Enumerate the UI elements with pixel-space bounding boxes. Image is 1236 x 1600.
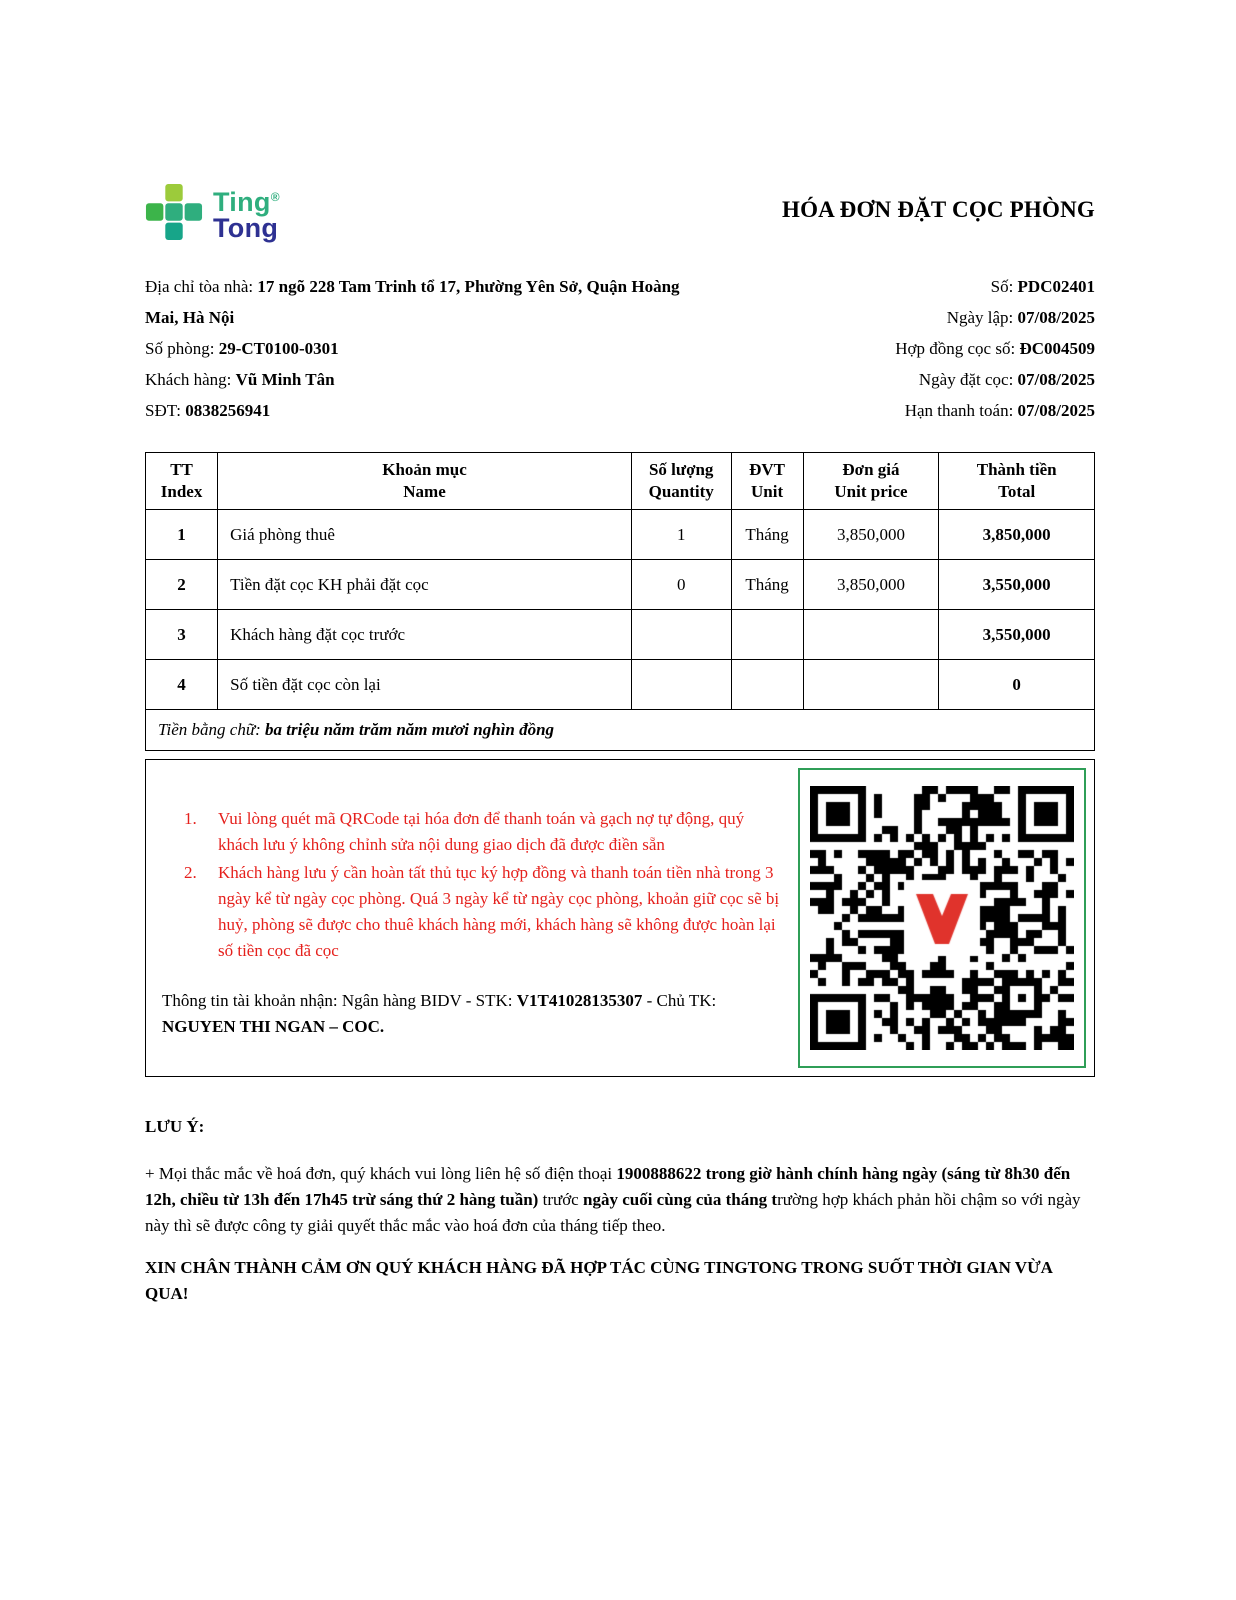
row-unit-price bbox=[803, 660, 939, 710]
note-text: Vui lòng quét mã QRCode tại hóa đơn để thanh toán và gạch nợ tự động, quý khách lưu ý không chỉnh sửa nội dung giao dịch đã được điền sẵn bbox=[218, 809, 745, 854]
row-total: 3,850,000 bbox=[939, 510, 1095, 560]
thanks-paragraph: XIN CHÂN THÀNH CẢM ƠN QUÝ KHÁCH HÀNG ĐÃ HỢP TÁC CÙNG TINGTONG TRONG SUỐT THỜI GIAN VỪA QUA! bbox=[145, 1258, 1052, 1303]
row-index: 1 bbox=[146, 510, 218, 560]
payment-due-label: Hạn thanh toán: bbox=[904, 401, 1018, 420]
payment-qr-code bbox=[798, 768, 1086, 1068]
building-address-label: Địa chỉ tòa nhà: bbox=[145, 277, 258, 296]
note-item bbox=[184, 806, 788, 858]
customer-phone bbox=[145, 395, 690, 426]
col-header-total: Thành tiền Total bbox=[939, 453, 1095, 510]
customer-name-value: Vũ Minh Tân bbox=[235, 370, 335, 389]
col-header-unit: ĐVT Unit bbox=[731, 453, 803, 510]
col-header-unit-price: Đơn giá Unit price bbox=[803, 453, 939, 510]
customer-name bbox=[145, 364, 690, 395]
row-quantity bbox=[631, 610, 731, 660]
footer-notes bbox=[145, 1117, 1095, 1307]
deposit-date-label: Ngày đặt cọc: bbox=[918, 370, 1018, 389]
notes-box bbox=[145, 759, 1095, 1077]
notice-paragraph bbox=[145, 1161, 1095, 1239]
note-number: 1. bbox=[184, 809, 197, 828]
registered-mark: ® bbox=[270, 189, 280, 204]
row-index: 3 bbox=[146, 610, 218, 660]
tingtong-cross-icon bbox=[145, 183, 203, 241]
row-unit-price bbox=[803, 610, 939, 660]
invoice-number bbox=[895, 271, 1095, 302]
amount-in-words-cell bbox=[146, 710, 1095, 751]
account-prefix: Thông tin tài khoản nhận: Ngân hàng BIDV - STK: bbox=[162, 991, 517, 1010]
invoice-info-right bbox=[895, 271, 1095, 426]
row-index: 4 bbox=[146, 660, 218, 710]
logo-ting-label: Ting bbox=[213, 186, 271, 217]
table-row bbox=[146, 610, 1095, 660]
row-quantity bbox=[631, 660, 731, 710]
page-title: HÓA ĐƠN ĐẶT CỌC PHÒNG bbox=[781, 197, 1095, 222]
building-address-value: 17 ngõ 228 Tam Trinh tổ 17, Phường Yên Sở, Quận Hoàng Mai, Hà Nội bbox=[145, 277, 680, 327]
building-address bbox=[145, 271, 690, 333]
payment-due-date bbox=[895, 395, 1095, 426]
room-number bbox=[145, 333, 690, 364]
invoice-info-left bbox=[145, 271, 690, 426]
amount-in-words-row bbox=[146, 710, 1095, 751]
account-holder: NGUYEN THI NGAN – COC. bbox=[162, 1017, 385, 1036]
customer-phone-label: SĐT: bbox=[145, 401, 186, 420]
notice-seg-bold: ngày cuối cùng của tháng t bbox=[582, 1190, 778, 1209]
row-total: 3,550,000 bbox=[939, 560, 1095, 610]
account-number: V1T41028135307 bbox=[516, 991, 643, 1010]
qr-code-image bbox=[810, 786, 1074, 1050]
issue-date-value: 07/08/2025 bbox=[1017, 308, 1095, 327]
header bbox=[145, 183, 1095, 241]
invoice-number-value: PDC02401 bbox=[1017, 277, 1095, 296]
row-name: Giá phòng thuê bbox=[218, 510, 632, 560]
deposit-contract-label: Hợp đồng cọc số: bbox=[895, 339, 1020, 358]
row-name: Số tiền đặt cọc còn lại bbox=[218, 660, 632, 710]
row-total: 3,550,000 bbox=[939, 610, 1095, 660]
note-text: Khách hàng lưu ý cần hoàn tất thủ tục ký hợp đồng và thanh toán tiền nhà trong 3 ngày kể từ ngày cọc phòng. Quá 3 ngày kể từ ngày cọc phòng, khoản giữ cọc sẽ bị huỷ, phòng sẽ được cho thuê khách hàng mới, khách hàng sẽ không được hoàn lại số tiền cọc đã cọc bbox=[218, 863, 780, 960]
payment-notes bbox=[154, 768, 798, 1068]
col-header-index: TT Index bbox=[146, 453, 218, 510]
logo-text bbox=[213, 184, 280, 241]
receiving-account-info bbox=[162, 988, 788, 1040]
customer-phone-value: 0838256941 bbox=[185, 401, 271, 420]
row-name: Tiền đặt cọc KH phải đặt cọc bbox=[218, 560, 632, 610]
note-number: 2. bbox=[184, 863, 197, 882]
row-unit-price: 3,850,000 bbox=[803, 510, 939, 560]
col-header-quantity: Số lượng Quantity bbox=[631, 453, 731, 510]
row-total: 0 bbox=[939, 660, 1095, 710]
customer-name-label: Khách hàng: bbox=[145, 370, 236, 389]
notice-seg: + Mọi thắc mắc về hoá đơn, quý khách vui lòng liên hệ số điện thoại bbox=[145, 1164, 617, 1183]
note-item bbox=[184, 860, 788, 964]
payment-due-value: 07/08/2025 bbox=[1017, 401, 1095, 420]
notice-seg-bold: 1900888622 trong giờ hành chính hàng ngày (sáng từ 8h30 đến 12h, chiều từ 13h đến 17h45 trừ sáng thứ 2 hàng tuần) bbox=[145, 1164, 1071, 1209]
table-row bbox=[146, 560, 1095, 610]
notice-seg: trước bbox=[538, 1190, 583, 1209]
table-row bbox=[146, 660, 1095, 710]
table-header-row bbox=[146, 453, 1095, 510]
items-table bbox=[145, 452, 1095, 751]
deposit-date bbox=[895, 364, 1095, 395]
row-quantity: 0 bbox=[631, 560, 731, 610]
row-unit bbox=[731, 660, 803, 710]
logo-word-tong: Tong bbox=[213, 212, 279, 243]
row-unit: Tháng bbox=[731, 560, 803, 610]
table-row bbox=[146, 510, 1095, 560]
logo-word-ting bbox=[213, 184, 280, 215]
issue-date-label: Ngày lập: bbox=[946, 308, 1018, 327]
deposit-contract-number bbox=[895, 333, 1095, 364]
invoice-info bbox=[145, 271, 1095, 426]
invoice-number-label: Số: bbox=[990, 277, 1018, 296]
row-unit: Tháng bbox=[731, 510, 803, 560]
amount-in-words-label: Tiền bằng chữ: bbox=[158, 720, 266, 739]
col-header-name: Khoản mục Name bbox=[218, 453, 632, 510]
room-number-label: Số phòng: bbox=[145, 339, 219, 358]
account-mid: - Chủ TK: bbox=[642, 991, 717, 1010]
notice-heading: LƯU Ý: bbox=[145, 1117, 205, 1136]
notice-seg: rường hợp khách phản hồi chậm so với ngày này thì sẽ được công ty giải quyết thắc mắc vào hoá đơn của tháng tiếp theo. bbox=[145, 1190, 1081, 1235]
amount-in-words-value: ba triệu năm trăm năm mươi nghìn đồng bbox=[265, 720, 555, 739]
deposit-date-value: 07/08/2025 bbox=[1017, 370, 1095, 389]
row-quantity: 1 bbox=[631, 510, 731, 560]
deposit-contract-value: ĐC004509 bbox=[1019, 339, 1095, 358]
row-index: 2 bbox=[146, 560, 218, 610]
payment-notes-list bbox=[156, 806, 788, 964]
room-number-value: 29-CT0100-0301 bbox=[218, 339, 339, 358]
row-unit-price: 3,850,000 bbox=[803, 560, 939, 610]
issue-date bbox=[895, 302, 1095, 333]
row-name: Khách hàng đặt cọc trước bbox=[218, 610, 632, 660]
tingtong-logo bbox=[145, 183, 280, 241]
row-unit bbox=[731, 610, 803, 660]
